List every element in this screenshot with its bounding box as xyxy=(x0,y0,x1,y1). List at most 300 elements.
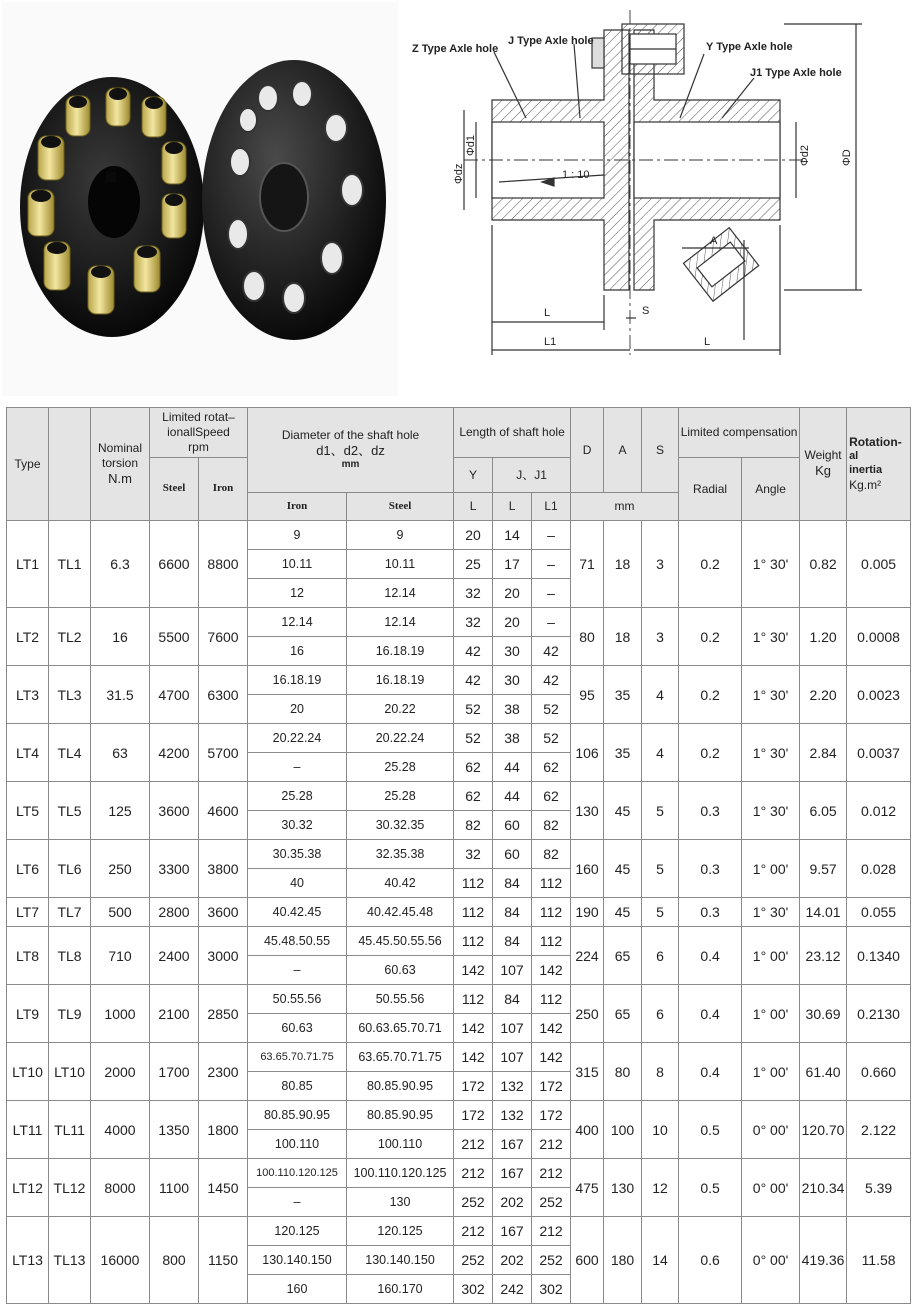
cell-iron-speed: 8800 xyxy=(199,521,248,608)
cell-d: 95 xyxy=(571,666,604,724)
cell-angle: 1° 30' xyxy=(742,608,800,666)
cell-bore-steel: 160.170 xyxy=(347,1275,454,1304)
cell-length-l1: 302 xyxy=(532,1275,571,1304)
cell-steel-speed: 4200 xyxy=(150,724,199,782)
j1-type-label: J1 Type Axle hole xyxy=(750,67,842,79)
cell-s: 5 xyxy=(642,840,679,898)
cell-a: 180 xyxy=(604,1217,642,1304)
table-row xyxy=(7,724,911,753)
cell-length-l1: 82 xyxy=(532,840,571,869)
cell-bore-iron: – xyxy=(248,956,347,985)
cell-bore-steel: 100.110.120.125 xyxy=(347,1159,454,1188)
cell-length-y: 32 xyxy=(454,840,493,869)
cell-length-l1: – xyxy=(532,608,571,637)
cell-bore-iron: 25.28 xyxy=(248,782,347,811)
cell-s: 6 xyxy=(642,927,679,985)
cell-length-l1: 252 xyxy=(532,1246,571,1275)
table-header xyxy=(7,408,911,521)
cell-a: 18 xyxy=(604,521,642,608)
angle-header: Angle xyxy=(742,458,800,521)
cell-tl: TL4 xyxy=(49,724,91,782)
cell-steel-speed: 4700 xyxy=(150,666,199,724)
cell-torsion: 125 xyxy=(91,782,150,840)
cell-length-j: 132 xyxy=(493,1072,532,1101)
cell-torsion: 63 xyxy=(91,724,150,782)
cell-inertia: 0.012 xyxy=(847,782,911,840)
cell-bore-steel: 130 xyxy=(347,1188,454,1217)
cell-length-y: 42 xyxy=(454,637,493,666)
cell-length-j: 44 xyxy=(493,753,532,782)
cell-length-y: 142 xyxy=(454,956,493,985)
cell-length-l1: 172 xyxy=(532,1072,571,1101)
cell-iron-speed: 7600 xyxy=(199,608,248,666)
cell-length-j: 60 xyxy=(493,811,532,840)
cell-type: LT10 xyxy=(7,1043,49,1101)
weight-header: Weight Kg xyxy=(800,408,847,521)
coupling-spec-table xyxy=(6,407,911,1304)
cell-radial: 0.3 xyxy=(679,782,742,840)
pin-flange-half xyxy=(20,77,204,337)
cell-a: 65 xyxy=(604,927,642,985)
cell-bore-iron: 50.55.56 xyxy=(248,985,347,1014)
cell-length-j: 84 xyxy=(493,869,532,898)
cell-radial: 0.2 xyxy=(679,521,742,608)
table-row xyxy=(7,666,911,695)
cell-type: LT1 xyxy=(7,521,49,608)
cell-steel-speed: 2800 xyxy=(150,898,199,927)
cell-s: 5 xyxy=(642,782,679,840)
cell-bore-steel: 9 xyxy=(347,521,454,550)
cell-iron-speed: 2850 xyxy=(199,985,248,1043)
cell-tl: TL7 xyxy=(49,898,91,927)
table-row xyxy=(7,608,911,637)
cell-steel-speed: 3600 xyxy=(150,782,199,840)
cell-torsion: 4000 xyxy=(91,1101,150,1159)
cell-bore-iron: 10.11 xyxy=(248,550,347,579)
cell-angle: 1° 30' xyxy=(742,666,800,724)
cell-bore-steel: 16.18.19 xyxy=(347,666,454,695)
table-row xyxy=(7,521,911,550)
inertia-header: Rotation- al inertia Kg.m² xyxy=(847,408,911,521)
coupling-product-photo xyxy=(2,2,398,396)
cell-d: 224 xyxy=(571,927,604,985)
l1-header: L1 xyxy=(532,493,571,521)
table-row xyxy=(7,782,911,811)
cell-a: 45 xyxy=(604,898,642,927)
cell-s: 6 xyxy=(642,985,679,1043)
cell-length-l1: – xyxy=(532,550,571,579)
cell-length-y: 142 xyxy=(454,1043,493,1072)
table-row xyxy=(7,985,911,1014)
cell-angle: 1° 30' xyxy=(742,521,800,608)
d2-label: Φd2 xyxy=(799,144,811,166)
cell-iron-speed: 1150 xyxy=(199,1217,248,1304)
cell-bore-iron: 120.125 xyxy=(248,1217,347,1246)
cell-s: 4 xyxy=(642,724,679,782)
cell-length-l1: 142 xyxy=(532,956,571,985)
d1-label: Φd1 xyxy=(465,134,477,156)
cell-radial: 0.4 xyxy=(679,985,742,1043)
cell-weight: 61.40 xyxy=(800,1043,847,1101)
cell-radial: 0.2 xyxy=(679,724,742,782)
cell-bore-iron: 12.14 xyxy=(248,608,347,637)
cell-weight: 14.01 xyxy=(800,898,847,927)
cell-s: 3 xyxy=(642,608,679,666)
cell-bore-iron: 100.110.120.125 xyxy=(248,1159,347,1188)
cell-torsion: 2000 xyxy=(91,1043,150,1101)
table-row xyxy=(7,898,911,927)
cell-length-j: 202 xyxy=(493,1188,532,1217)
cell-length-y: 20 xyxy=(454,521,493,550)
cell-length-y: 142 xyxy=(454,1014,493,1043)
cell-length-y: 302 xyxy=(454,1275,493,1304)
cell-length-j: 44 xyxy=(493,782,532,811)
radial-header: Radial xyxy=(679,458,742,521)
cell-inertia: 0.0037 xyxy=(847,724,911,782)
cell-length-j: 202 xyxy=(493,1246,532,1275)
table-row xyxy=(7,840,911,869)
cell-type: LT2 xyxy=(7,608,49,666)
table-body xyxy=(7,521,911,1304)
cell-radial: 0.2 xyxy=(679,608,742,666)
cell-length-y: 212 xyxy=(454,1159,493,1188)
cell-tl: TL13 xyxy=(49,1217,91,1304)
cell-bore-iron: 16.18.19 xyxy=(248,666,347,695)
cell-length-l1: 62 xyxy=(532,753,571,782)
cell-angle: 1° 00' xyxy=(742,985,800,1043)
s-label: S xyxy=(642,305,650,317)
cell-length-j: 20 xyxy=(493,579,532,608)
cell-inertia: 0.028 xyxy=(847,840,911,898)
taper-label: 1 : 10 xyxy=(562,169,590,181)
cell-length-j: 30 xyxy=(493,666,532,695)
tl-header xyxy=(49,408,91,521)
cell-length-l1: 212 xyxy=(532,1159,571,1188)
cell-weight: 30.69 xyxy=(800,985,847,1043)
cell-length-y: 62 xyxy=(454,782,493,811)
cell-a: 130 xyxy=(604,1159,642,1217)
cell-bore-steel: 45.45.50.55.56 xyxy=(347,927,454,956)
cell-steel-speed: 2400 xyxy=(150,927,199,985)
cell-bore-iron: 20 xyxy=(248,695,347,724)
s-header: S xyxy=(642,408,679,493)
steel-speed-header: Steel xyxy=(150,458,199,521)
cell-length-j: 17 xyxy=(493,550,532,579)
cell-length-y: 112 xyxy=(454,927,493,956)
cell-radial: 0.5 xyxy=(679,1159,742,1217)
cell-inertia: 0.005 xyxy=(847,521,911,608)
cell-steel-speed: 3300 xyxy=(150,840,199,898)
cell-length-l1: 112 xyxy=(532,985,571,1014)
cell-bore-steel: 12.14 xyxy=(347,579,454,608)
cell-bore-steel: 130.140.150 xyxy=(347,1246,454,1275)
cell-tl: TL9 xyxy=(49,985,91,1043)
cell-inertia: 0.1340 xyxy=(847,927,911,985)
cell-length-l1: 252 xyxy=(532,1188,571,1217)
cell-length-l1: 42 xyxy=(532,637,571,666)
cell-iron-speed: 2300 xyxy=(199,1043,248,1101)
cell-type: LT7 xyxy=(7,898,49,927)
iron-speed-header: Iron xyxy=(199,458,248,521)
cell-inertia: 0.0023 xyxy=(847,666,911,724)
cell-length-j: 167 xyxy=(493,1130,532,1159)
cell-length-j: 38 xyxy=(493,695,532,724)
cell-length-y: 32 xyxy=(454,608,493,637)
cell-bore-steel: 60.63 xyxy=(347,956,454,985)
cell-bore-steel: 80.85.90.95 xyxy=(347,1101,454,1130)
table-row xyxy=(7,1101,911,1130)
cell-length-j: 107 xyxy=(493,956,532,985)
cell-tl: LT10 xyxy=(49,1043,91,1101)
speed-header: Limited rotat– ionallSpeed rpm xyxy=(150,408,248,458)
cell-bore-iron: 9 xyxy=(248,521,347,550)
cell-bore-iron: – xyxy=(248,753,347,782)
cell-length-y: 52 xyxy=(454,695,493,724)
cell-bore-steel: 16.18.19 xyxy=(347,637,454,666)
cell-d: 400 xyxy=(571,1101,604,1159)
cell-length-y: 32 xyxy=(454,579,493,608)
cell-a: 35 xyxy=(604,666,642,724)
cell-length-l1: – xyxy=(532,579,571,608)
cell-torsion: 710 xyxy=(91,927,150,985)
cell-d: 475 xyxy=(571,1159,604,1217)
cell-a: 18 xyxy=(604,608,642,666)
cell-inertia: 5.39 xyxy=(847,1159,911,1217)
cell-length-y: 212 xyxy=(454,1217,493,1246)
cell-length-y: 112 xyxy=(454,898,493,927)
cell-type: LT11 xyxy=(7,1101,49,1159)
cell-bore-steel: 25.28 xyxy=(347,782,454,811)
cell-bore-steel: 60.63.65.70.71 xyxy=(347,1014,454,1043)
cell-weight: 2.20 xyxy=(800,666,847,724)
cell-bore-iron: 160 xyxy=(248,1275,347,1304)
mm-unit-header: mm xyxy=(571,493,679,521)
cell-bore-steel: 20.22.24 xyxy=(347,724,454,753)
cell-torsion: 250 xyxy=(91,840,150,898)
cell-length-j: 167 xyxy=(493,1217,532,1246)
cell-weight: 120.70 xyxy=(800,1101,847,1159)
cell-d: 160 xyxy=(571,840,604,898)
cell-s: 8 xyxy=(642,1043,679,1101)
cell-type: LT12 xyxy=(7,1159,49,1217)
cell-iron-speed: 1450 xyxy=(199,1159,248,1217)
cell-bore-iron: 40.42.45 xyxy=(248,898,347,927)
cell-type: LT8 xyxy=(7,927,49,985)
y-type-label: Y Type Axle hole xyxy=(706,41,793,53)
cell-tl: TL11 xyxy=(49,1101,91,1159)
cell-tl: TL3 xyxy=(49,666,91,724)
cell-bore-iron: 63.65.70.71.75 xyxy=(248,1043,347,1072)
cell-length-l1: 42 xyxy=(532,666,571,695)
cell-d: 315 xyxy=(571,1043,604,1101)
cell-s: 10 xyxy=(642,1101,679,1159)
cell-length-l1: 82 xyxy=(532,811,571,840)
cell-steel-speed: 5500 xyxy=(150,608,199,666)
cell-length-y: 172 xyxy=(454,1101,493,1130)
length-header: Length of shaft hole xyxy=(454,408,571,458)
cell-s: 4 xyxy=(642,666,679,724)
cell-type: LT13 xyxy=(7,1217,49,1304)
cell-weight: 419.36 xyxy=(800,1217,847,1304)
cell-length-y: 172 xyxy=(454,1072,493,1101)
cell-bore-iron: 45.48.50.55 xyxy=(248,927,347,956)
shaft-diameter-header: Diameter of the shaft hole d1、d2、dz mm xyxy=(248,408,454,493)
cell-bore-iron: 20.22.24 xyxy=(248,724,347,753)
cell-weight: 9.57 xyxy=(800,840,847,898)
cell-tl: TL1 xyxy=(49,521,91,608)
cell-length-l1: 142 xyxy=(532,1043,571,1072)
cell-bore-steel: 40.42.45.48 xyxy=(347,898,454,927)
cell-length-l1: 172 xyxy=(532,1101,571,1130)
cell-tl: TL12 xyxy=(49,1159,91,1217)
cell-type: LT6 xyxy=(7,840,49,898)
cell-iron-speed: 3800 xyxy=(199,840,248,898)
cell-weight: 1.20 xyxy=(800,608,847,666)
cell-inertia: 0.2130 xyxy=(847,985,911,1043)
cell-bore-iron: 30.32 xyxy=(248,811,347,840)
l1-label: L1 xyxy=(544,336,557,348)
j-j1-header: J、J1 xyxy=(493,458,571,493)
cell-type: LT4 xyxy=(7,724,49,782)
cell-s: 5 xyxy=(642,898,679,927)
cell-a: 80 xyxy=(604,1043,642,1101)
cell-bore-iron: 16 xyxy=(248,637,347,666)
shaft-steel-header: Steel xyxy=(347,493,454,521)
drawing-labels xyxy=(412,35,853,348)
type-header: Type xyxy=(7,408,49,521)
cell-weight: 6.05 xyxy=(800,782,847,840)
cell-bore-iron: – xyxy=(248,1188,347,1217)
table-row xyxy=(7,1043,911,1072)
cell-radial: 0.2 xyxy=(679,666,742,724)
cell-a: 100 xyxy=(604,1101,642,1159)
cell-iron-speed: 5700 xyxy=(199,724,248,782)
l-right-label: L xyxy=(704,336,711,348)
cell-length-j: 30 xyxy=(493,637,532,666)
cell-angle: 1° 30' xyxy=(742,724,800,782)
cell-length-l1: 112 xyxy=(532,927,571,956)
cell-length-j: 132 xyxy=(493,1101,532,1130)
y-header: Y xyxy=(454,458,493,493)
cell-tl: TL6 xyxy=(49,840,91,898)
limited-compensation-header: Limited compensation xyxy=(679,408,800,458)
cell-torsion: 8000 xyxy=(91,1159,150,1217)
cell-length-y: 62 xyxy=(454,753,493,782)
cell-torsion: 500 xyxy=(91,898,150,927)
cell-bore-iron: 100.110 xyxy=(248,1130,347,1159)
cell-a: 45 xyxy=(604,782,642,840)
cell-tl: TL5 xyxy=(49,782,91,840)
cell-radial: 0.4 xyxy=(679,927,742,985)
cell-length-j: 20 xyxy=(493,608,532,637)
cell-iron-speed: 3000 xyxy=(199,927,248,985)
a-header: A xyxy=(604,408,642,493)
outer-d-label: ΦD xyxy=(841,149,853,166)
cell-steel-speed: 800 xyxy=(150,1217,199,1304)
cell-bore-iron: 12 xyxy=(248,579,347,608)
cell-inertia: 0.055 xyxy=(847,898,911,927)
shaft-iron-header: Iron xyxy=(248,493,347,521)
cell-iron-speed: 1800 xyxy=(199,1101,248,1159)
cell-length-l1: 212 xyxy=(532,1130,571,1159)
j-type-label: J Type Axle hole xyxy=(508,35,594,47)
cell-length-l1: 112 xyxy=(532,869,571,898)
cell-weight: 0.82 xyxy=(800,521,847,608)
cell-radial: 0.4 xyxy=(679,1043,742,1101)
cell-length-j: 107 xyxy=(493,1014,532,1043)
cell-s: 12 xyxy=(642,1159,679,1217)
coupling-section-drawing xyxy=(404,0,912,400)
cell-length-y: 25 xyxy=(454,550,493,579)
cell-torsion: 31.5 xyxy=(91,666,150,724)
cell-type: LT3 xyxy=(7,666,49,724)
cell-inertia: 2.122 xyxy=(847,1101,911,1159)
cell-bore-steel: 63.65.70.71.75 xyxy=(347,1043,454,1072)
cell-length-y: 112 xyxy=(454,985,493,1014)
hole-flange-half xyxy=(202,60,386,340)
cell-bore-steel: 120.125 xyxy=(347,1217,454,1246)
cell-bore-steel: 25.28 xyxy=(347,753,454,782)
cell-length-y: 52 xyxy=(454,724,493,753)
cell-radial: 0.3 xyxy=(679,840,742,898)
nominal-torsion-header: Nominal torsion N.m xyxy=(91,408,150,521)
cell-d: 71 xyxy=(571,521,604,608)
cell-length-y: 112 xyxy=(454,869,493,898)
cell-length-l1: 112 xyxy=(532,898,571,927)
cell-bore-iron: 80.85.90.95 xyxy=(248,1101,347,1130)
cell-d: 600 xyxy=(571,1217,604,1304)
cell-bore-steel: 100.110 xyxy=(347,1130,454,1159)
cell-d: 80 xyxy=(571,608,604,666)
cell-angle: 1° 30' xyxy=(742,782,800,840)
cell-length-l1: 212 xyxy=(532,1217,571,1246)
cell-steel-speed: 1350 xyxy=(150,1101,199,1159)
cell-a: 65 xyxy=(604,985,642,1043)
cell-length-j: 107 xyxy=(493,1043,532,1072)
cell-steel-speed: 1700 xyxy=(150,1043,199,1101)
z-type-label: Z Type Axle hole xyxy=(412,43,499,55)
cell-length-j: 84 xyxy=(493,898,532,927)
cell-d: 190 xyxy=(571,898,604,927)
cell-torsion: 16 xyxy=(91,608,150,666)
cell-length-j: 167 xyxy=(493,1159,532,1188)
cell-length-j: 60 xyxy=(493,840,532,869)
cell-iron-speed: 6300 xyxy=(199,666,248,724)
cell-length-j: 38 xyxy=(493,724,532,753)
cell-inertia: 11.58 xyxy=(847,1217,911,1304)
cell-bore-steel: 12.14 xyxy=(347,608,454,637)
cell-torsion: 6.3 xyxy=(91,521,150,608)
table-row xyxy=(7,1159,911,1188)
cell-length-y: 212 xyxy=(454,1130,493,1159)
cell-bore-steel: 32.35.38 xyxy=(347,840,454,869)
cell-bore-steel: 30.32.35 xyxy=(347,811,454,840)
cell-angle: 1° 00' xyxy=(742,1043,800,1101)
cell-length-j: 14 xyxy=(493,521,532,550)
cell-bore-iron: 80.85 xyxy=(248,1072,347,1101)
cell-length-j: 84 xyxy=(493,985,532,1014)
drawing-geometry xyxy=(464,10,862,355)
cell-type: LT9 xyxy=(7,985,49,1043)
cell-steel-speed: 2100 xyxy=(150,985,199,1043)
cell-tl: TL8 xyxy=(49,927,91,985)
cell-radial: 0.5 xyxy=(679,1101,742,1159)
cell-weight: 210.34 xyxy=(800,1159,847,1217)
cell-a: 35 xyxy=(604,724,642,782)
cell-length-l1: 52 xyxy=(532,695,571,724)
cell-length-l1: 142 xyxy=(532,1014,571,1043)
d-header: D xyxy=(571,408,604,493)
